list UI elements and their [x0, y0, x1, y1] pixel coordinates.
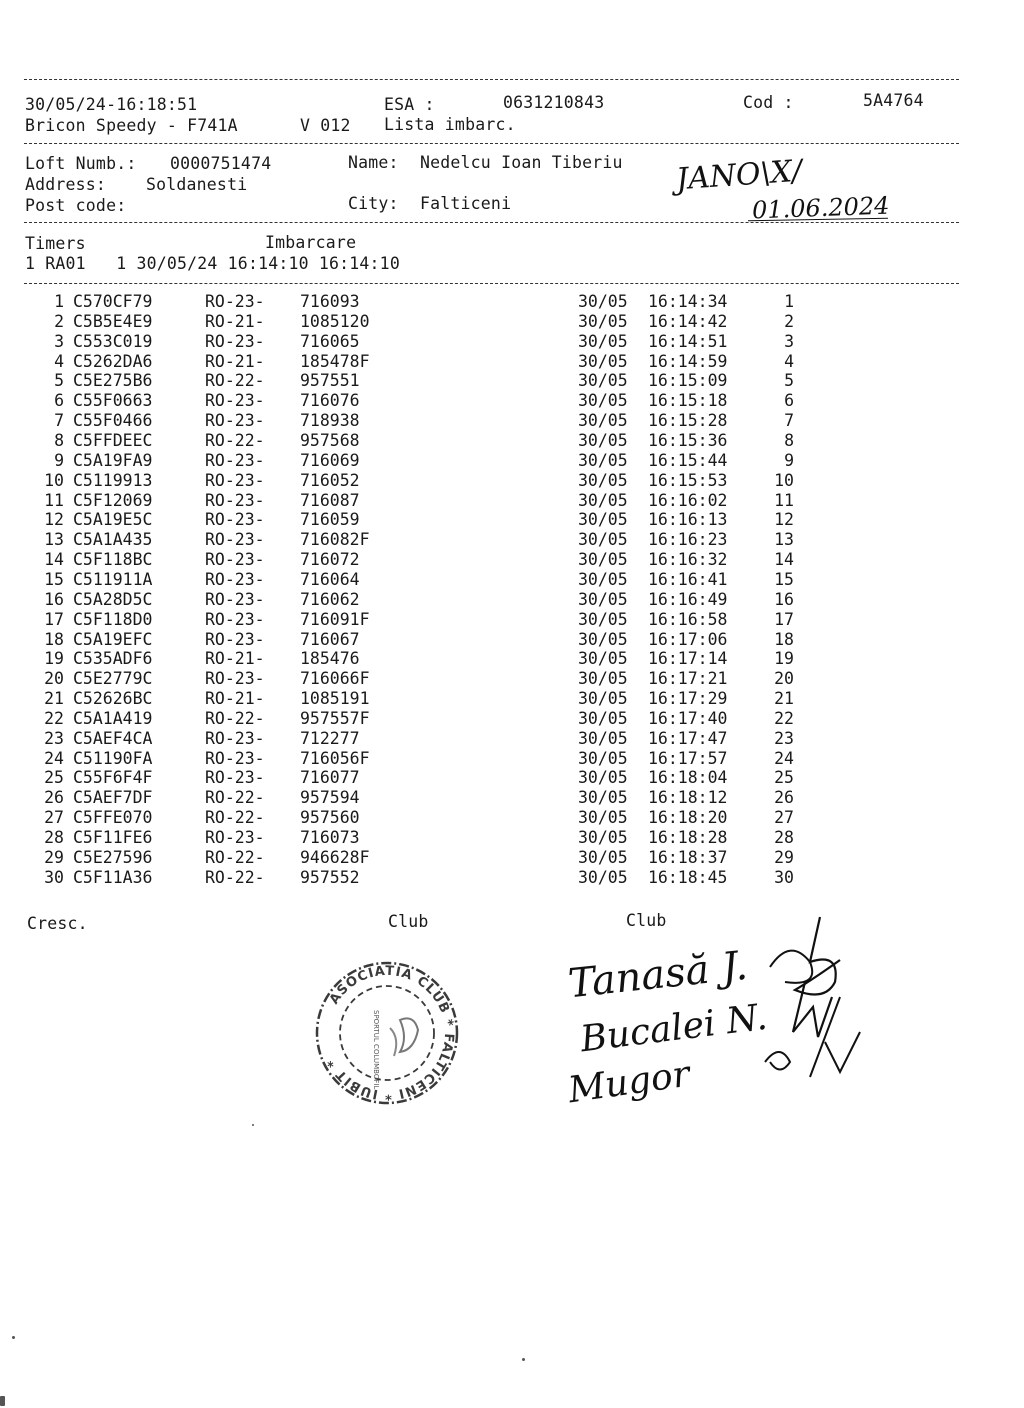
cod-value: 5A4764	[863, 91, 924, 110]
bird-ring-prefix: RO-21-	[205, 689, 265, 708]
arrival-position: 1	[784, 292, 794, 311]
bird-ring-number: 716093	[300, 292, 360, 311]
bird-ring-prefix: RO-23-	[205, 589, 265, 609]
bird-chip-id: C5F118D0	[73, 609, 153, 629]
bird-chip-id: C5A28D5C	[73, 589, 153, 609]
arrival-date: 30/05	[578, 510, 628, 530]
bird-ring-prefix: RO-23-	[205, 510, 265, 530]
arrival-date: 30/05	[578, 847, 628, 867]
bird-row	[0, 392, 1024, 412]
arrival-time: 16:18:04	[648, 768, 728, 788]
device-version: V 012	[300, 116, 351, 135]
bird-index: 21	[44, 689, 64, 708]
arrival-time: 16:17:14	[648, 649, 728, 669]
imbarcare-label: Imbarcare	[265, 233, 357, 252]
arrival-date: 30/05	[578, 649, 628, 669]
bird-row	[0, 670, 1024, 690]
bird-row	[0, 571, 1024, 591]
arrival-time: 16:15:09	[648, 371, 728, 391]
arrival-position: 29	[774, 847, 794, 867]
signature-line-3: Mugor	[565, 1053, 693, 1112]
bird-ring-number: 716077	[300, 768, 360, 788]
bird-row	[0, 750, 1024, 770]
bird-index: 8	[54, 431, 64, 450]
bird-index: 5	[54, 371, 64, 391]
arrival-date: 30/05	[578, 728, 628, 748]
bird-row	[0, 789, 1024, 809]
bird-chip-id: C535ADF6	[73, 649, 153, 669]
arrival-position: 24	[774, 748, 794, 768]
arrival-position: 8	[784, 431, 794, 450]
bird-ring-number: 1085120	[300, 311, 370, 331]
bird-ring-prefix: RO-23-	[205, 748, 265, 768]
arrival-position: 18	[774, 629, 794, 649]
bird-chip-id: C5A19E5C	[73, 510, 153, 530]
arrival-date: 30/05	[578, 550, 628, 569]
svg-text:SPORTUL COLUMBOFIL: SPORTUL COLUMBOFIL	[372, 1010, 380, 1090]
bird-index: 17	[44, 609, 64, 629]
bird-ring-number: 716082F	[300, 530, 370, 550]
bird-chip-id: C5FFDEEC	[73, 431, 153, 450]
bird-ring-number: 716069	[300, 450, 360, 470]
cresc-label: Cresc.	[27, 914, 88, 933]
arrival-date: 30/05	[578, 708, 628, 728]
bird-ring-number: 716072	[300, 550, 360, 569]
bird-ring-prefix: RO-22-	[205, 371, 265, 391]
divider-timers	[24, 283, 959, 284]
arrival-position: 3	[784, 331, 794, 351]
arrival-time: 16:14:51	[648, 331, 728, 351]
arrival-position: 9	[784, 450, 794, 470]
bird-ring-number: 718938	[300, 411, 360, 431]
bird-ring-number: 716056F	[300, 748, 370, 768]
bird-row	[0, 611, 1024, 631]
signature-scribbles	[745, 912, 865, 1092]
name-value: Nedelcu Ioan Tiberiu	[420, 153, 623, 172]
arrival-position: 16	[774, 589, 794, 609]
arrival-time: 16:18:20	[648, 808, 728, 828]
bird-row	[0, 710, 1024, 730]
bird-ring-prefix: RO-23-	[205, 530, 265, 550]
bird-row	[0, 829, 1024, 849]
scan-speck	[12, 1336, 15, 1339]
bird-row	[0, 333, 1024, 353]
bird-index: 9	[54, 450, 64, 470]
bird-ring-prefix: RO-23-	[205, 569, 265, 589]
address-value: Soldanesti	[146, 175, 248, 194]
bird-chip-id: C5E27596	[73, 847, 153, 867]
bird-index: 12	[44, 510, 64, 530]
bird-row	[0, 730, 1024, 750]
arrival-position: 6	[784, 391, 794, 411]
arrival-time: 16:16:41	[648, 569, 728, 589]
print-datetime: 30/05/24-16:18:51	[25, 95, 198, 114]
list-type: Lista imbarc.	[384, 115, 516, 134]
esa-label: ESA :	[384, 95, 435, 114]
bird-ring-prefix: RO-23-	[205, 391, 265, 411]
bird-row	[0, 452, 1024, 472]
scan-speck	[522, 1358, 525, 1361]
arrival-time: 16:16:32	[648, 550, 728, 569]
bird-ring-prefix: RO-23-	[205, 411, 265, 431]
arrival-date: 30/05	[578, 470, 628, 490]
bird-ring-prefix: RO-23-	[205, 629, 265, 649]
bird-ring-number: 716067	[300, 629, 360, 649]
bird-row	[0, 531, 1024, 551]
bird-row	[0, 293, 1024, 313]
bird-ring-number: 716059	[300, 510, 360, 530]
loft-value: 0000751474	[170, 154, 272, 173]
timers-line: 1 RA01 1 30/05/24 16:14:10 16:14:10	[25, 254, 400, 273]
bird-chip-id: C55F0663	[73, 391, 153, 411]
bird-index: 7	[54, 411, 64, 431]
bird-ring-prefix: RO-22-	[205, 867, 265, 887]
postcode-label: Post code:	[25, 196, 127, 215]
bird-index: 16	[44, 589, 64, 609]
arrival-date: 30/05	[578, 768, 628, 788]
arrival-position: 7	[784, 411, 794, 431]
bird-ring-prefix: RO-23-	[205, 292, 265, 311]
club-stamp	[312, 958, 462, 1108]
arrival-date: 30/05	[578, 391, 628, 411]
bird-row	[0, 690, 1024, 710]
bird-index: 18	[44, 629, 64, 649]
bird-chip-id: C5A1A419	[73, 708, 153, 728]
bird-index: 27	[44, 808, 64, 828]
bird-row	[0, 372, 1024, 392]
bird-chip-id: C553C019	[73, 331, 153, 351]
arrival-date: 30/05	[578, 371, 628, 391]
bird-index: 26	[44, 788, 64, 808]
bird-chip-id: C5A19FA9	[73, 450, 153, 470]
arrival-time: 16:18:28	[648, 828, 728, 847]
arrival-time: 16:16:23	[648, 530, 728, 550]
bird-index: 3	[54, 331, 64, 351]
arrival-position: 27	[774, 808, 794, 828]
bird-row	[0, 412, 1024, 432]
name-label: Name:	[348, 153, 399, 172]
arrival-date: 30/05	[578, 530, 628, 550]
bird-chip-id: C5119913	[73, 470, 153, 490]
arrival-time: 16:17:21	[648, 669, 728, 689]
bird-ring-number: 716073	[300, 828, 360, 847]
bird-index: 23	[44, 728, 64, 748]
bird-chip-id: C5E275B6	[73, 371, 153, 391]
bird-ring-number: 716064	[300, 569, 360, 589]
bird-ring-number: 1085191	[300, 689, 370, 708]
bird-chip-id: C5F11FE6	[73, 828, 153, 847]
arrival-time: 16:15:18	[648, 391, 728, 411]
bird-ring-prefix: RO-23-	[205, 550, 265, 569]
arrival-position: 13	[774, 530, 794, 550]
bird-row	[0, 809, 1024, 829]
arrival-position: 23	[774, 728, 794, 748]
arrival-date: 30/05	[578, 450, 628, 470]
bird-row	[0, 492, 1024, 512]
arrival-time: 16:15:44	[648, 450, 728, 470]
divider-header	[24, 143, 959, 144]
bird-index: 28	[44, 828, 64, 847]
bird-row	[0, 769, 1024, 789]
address-label: Address:	[25, 175, 107, 194]
bird-ring-number: 716076	[300, 391, 360, 411]
arrival-position: 20	[774, 669, 794, 689]
bird-ring-number: 957568	[300, 431, 360, 450]
bird-index: 22	[44, 708, 64, 728]
handwritten-location: JANO\X/	[674, 153, 804, 198]
bird-ring-prefix: RO-23-	[205, 669, 265, 689]
bird-ring-number: 716066F	[300, 669, 370, 689]
bird-ring-prefix: RO-23-	[205, 450, 265, 470]
bird-row	[0, 631, 1024, 651]
arrival-position: 14	[774, 550, 794, 569]
arrival-position: 19	[774, 649, 794, 669]
bird-ring-prefix: RO-22-	[205, 431, 265, 450]
bird-ring-number: 957551	[300, 371, 360, 391]
bird-chip-id: C5E2779C	[73, 669, 153, 689]
arrival-date: 30/05	[578, 748, 628, 768]
bird-index: 4	[54, 351, 64, 371]
bird-ring-prefix: RO-23-	[205, 331, 265, 351]
bird-ring-prefix: RO-23-	[205, 470, 265, 490]
arrival-date: 30/05	[578, 589, 628, 609]
signature-line-2: Bucalei N.	[578, 996, 770, 1061]
bird-ring-prefix: RO-22-	[205, 708, 265, 728]
arrival-time: 16:17:40	[648, 708, 728, 728]
bird-chip-id: C51190FA	[73, 748, 153, 768]
bird-ring-prefix: RO-23-	[205, 728, 265, 748]
arrival-time: 16:14:42	[648, 311, 728, 331]
arrival-position: 28	[774, 828, 794, 847]
arrival-date: 30/05	[578, 669, 628, 689]
bird-index: 25	[44, 768, 64, 788]
bird-ring-prefix: RO-21-	[205, 649, 265, 669]
divider-top	[24, 79, 959, 80]
bird-chip-id: C5AEF7DF	[73, 788, 153, 808]
bird-ring-prefix: RO-22-	[205, 847, 265, 867]
arrival-date: 30/05	[578, 788, 628, 808]
bird-chip-id: C5A1A435	[73, 530, 153, 550]
bird-ring-number: 957560	[300, 808, 360, 828]
bird-ring-number: 185478F	[300, 351, 370, 371]
arrival-position: 15	[774, 569, 794, 589]
arrival-date: 30/05	[578, 867, 628, 887]
bird-ring-prefix: RO-23-	[205, 490, 265, 510]
arrival-time: 16:16:58	[648, 609, 728, 629]
bird-ring-prefix: RO-22-	[205, 808, 265, 828]
bird-chip-id: C570CF79	[73, 292, 153, 311]
arrival-date: 30/05	[578, 331, 628, 351]
arrival-time: 16:17:06	[648, 629, 728, 649]
esa-value: 0631210843	[503, 93, 605, 112]
device-name: Bricon Speedy - F741A	[25, 116, 238, 135]
arrival-time: 16:14:34	[648, 292, 728, 311]
bird-index: 29	[44, 847, 64, 867]
bird-ring-number: 716065	[300, 331, 360, 351]
bird-row	[0, 472, 1024, 492]
bird-chip-id: C5FFE070	[73, 808, 153, 828]
arrival-position: 4	[784, 351, 794, 371]
arrival-position: 2	[784, 311, 794, 331]
bird-ring-prefix: RO-23-	[205, 828, 265, 847]
bird-row	[0, 313, 1024, 333]
arrival-time: 16:17:47	[648, 728, 728, 748]
bird-chip-id: C55F0466	[73, 411, 153, 431]
city-label: City:	[348, 194, 399, 213]
svg-text:ASOCIATIA CLUB * FALTICENI * I: ASOCIATIA CLUB * FALTICENI * IUBIT *	[324, 963, 457, 1103]
arrival-position: 12	[774, 510, 794, 530]
cod-label: Cod :	[743, 93, 794, 112]
bird-index: 10	[44, 470, 64, 490]
bird-chip-id: C5B5E4E9	[73, 311, 153, 331]
bird-ring-number: 957594	[300, 788, 360, 808]
bird-chip-id: C5AEF4CA	[73, 728, 153, 748]
bird-index: 2	[54, 311, 64, 331]
bird-ring-number: 716062	[300, 589, 360, 609]
bird-chip-id: C5262DA6	[73, 351, 153, 371]
arrival-position: 21	[774, 689, 794, 708]
handwritten-date: 01.06.2024	[751, 191, 890, 225]
arrival-date: 30/05	[578, 689, 628, 708]
bird-index: 14	[44, 550, 64, 569]
bird-ring-prefix: RO-23-	[205, 768, 265, 788]
arrival-date: 30/05	[578, 569, 628, 589]
arrival-time: 16:18:37	[648, 847, 728, 867]
arrival-date: 30/05	[578, 292, 628, 311]
bird-chip-id: C5A19EFC	[73, 629, 153, 649]
arrival-position: 5	[784, 371, 794, 391]
bird-chip-id: C52626BC	[73, 689, 153, 708]
bird-row	[0, 849, 1024, 869]
arrival-date: 30/05	[578, 311, 628, 331]
club-label-1: Club	[388, 912, 429, 931]
bird-ring-number: 716091F	[300, 609, 370, 629]
arrival-time: 16:16:02	[648, 490, 728, 510]
arrival-date: 30/05	[578, 609, 628, 629]
bird-index: 24	[44, 748, 64, 768]
bird-chip-id: C5F118BC	[73, 550, 153, 569]
arrival-time: 16:16:13	[648, 510, 728, 530]
bird-index: 19	[44, 649, 64, 669]
bird-ring-prefix: RO-22-	[205, 788, 265, 808]
signature-line-1: Tanasă J.	[566, 942, 750, 1008]
bird-chip-id: C55F6F4F	[73, 768, 153, 788]
arrival-position: 25	[774, 768, 794, 788]
bird-chip-id: C511911A	[73, 569, 153, 589]
bird-ring-prefix: RO-23-	[205, 609, 265, 629]
divider-owner	[24, 222, 959, 223]
bird-row	[0, 551, 1024, 571]
arrival-time: 16:15:28	[648, 411, 728, 431]
bird-row	[0, 432, 1024, 452]
loft-label: Loft Numb.:	[25, 154, 137, 173]
bird-ring-number: 185476	[300, 649, 360, 669]
bird-ring-number: 957552	[300, 867, 360, 887]
bird-index: 30	[44, 867, 64, 887]
bird-index: 6	[54, 391, 64, 411]
bird-row	[0, 353, 1024, 373]
club-label-2: Club	[626, 911, 667, 930]
bird-ring-number: 957557F	[300, 708, 370, 728]
arrival-position: 10	[774, 470, 794, 490]
arrival-time: 16:14:59	[648, 351, 728, 371]
bird-index: 11	[44, 490, 64, 510]
scan-speck	[0, 1396, 5, 1406]
arrival-time: 16:17:57	[648, 748, 728, 768]
bird-chip-id: C5F11A36	[73, 867, 153, 887]
bird-chip-id: C5F12069	[73, 490, 153, 510]
bird-ring-number: 716087	[300, 490, 360, 510]
arrival-time: 16:15:53	[648, 470, 728, 490]
timers-title: Timers	[25, 234, 86, 253]
bird-index: 15	[44, 569, 64, 589]
arrival-date: 30/05	[578, 808, 628, 828]
bird-ring-number: 712277	[300, 728, 360, 748]
arrival-position: 22	[774, 708, 794, 728]
arrival-date: 30/05	[578, 629, 628, 649]
bird-ring-prefix: RO-21-	[205, 351, 265, 371]
bird-row	[0, 591, 1024, 611]
arrival-date: 30/05	[578, 411, 628, 431]
arrival-time: 16:18:12	[648, 788, 728, 808]
arrival-date: 30/05	[578, 431, 628, 450]
arrival-date: 30/05	[578, 490, 628, 510]
arrival-date: 30/05	[578, 828, 628, 847]
arrival-position: 17	[774, 609, 794, 629]
bird-index: 20	[44, 669, 64, 689]
bird-row	[0, 650, 1024, 670]
bird-ring-number: 716052	[300, 470, 360, 490]
bird-row	[0, 511, 1024, 531]
arrival-position: 30	[774, 867, 794, 887]
arrival-time: 16:18:45	[648, 867, 728, 887]
arrival-position: 26	[774, 788, 794, 808]
arrival-position: 11	[774, 490, 794, 510]
arrival-date: 30/05	[578, 351, 628, 371]
arrival-time: 16:16:49	[648, 589, 728, 609]
bird-ring-prefix: RO-21-	[205, 311, 265, 331]
arrival-time: 16:17:29	[648, 689, 728, 708]
bird-index: 13	[44, 530, 64, 550]
arrival-time: 16:15:36	[648, 431, 728, 450]
scan-speck	[252, 1124, 254, 1126]
city-value: Falticeni	[420, 194, 512, 213]
bird-ring-number: 946628F	[300, 847, 370, 867]
bird-row	[0, 869, 1024, 889]
bird-index: 1	[54, 292, 64, 311]
